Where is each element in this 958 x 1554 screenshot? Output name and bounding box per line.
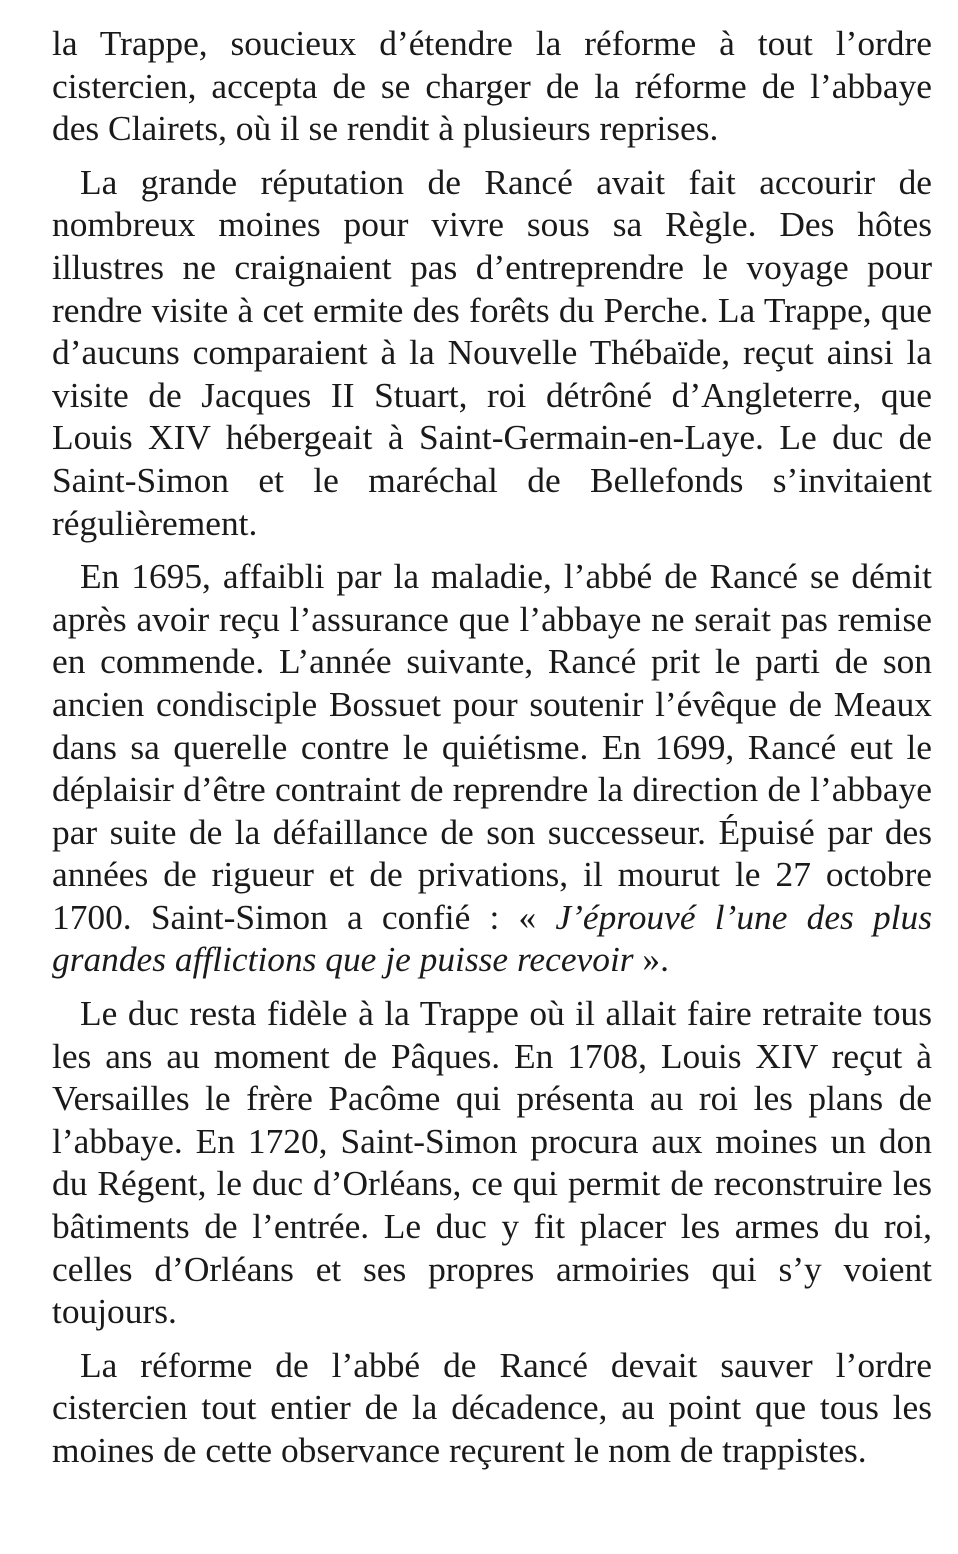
page-body: [52, 22, 932, 1472]
paragraph-1695: [52, 555, 932, 981]
paragraph-reputation: La grande réputation de Rancé avait fait accourir de nombreux moines pour vivre sous sa Règle. Des hôtes illustres ne craignaient pas d’entreprendre le voyage pour rendre visite à cet ermite des forêts du Perche. La Trappe, que d’aucuns comparaient à la Nouvelle Thébaïde, reçut ainsi la visite de Jacques II Stuart, roi détrôné d’Angleterre, que Louis XIV hébergeait à Saint-Germain-en-Laye. Le duc de Saint-Simon et le maréchal de Bellefonds s’invitaient régulièrement.: [52, 161, 932, 543]
paragraph-reforme: La réforme de l’abbé de Rancé devait sauver l’ordre cistercien tout entier de la décadence, au point que tous les moines de cette observance reçurent le nom de trappistes.: [52, 1344, 932, 1470]
paragraph-continuation: la Trappe, soucieux d’étendre la réforme à tout l’ordre cistercien, accepta de se charger de la réforme de l’abbaye des Clairets, où il se rendit à plusieurs reprises.: [52, 23, 932, 149]
paragraph-duc: Le duc resta fidèle à la Trappe où il allait faire retraite tous les ans au moment de Pâques. En 1708, Louis XIV reçut à Versailles le frère Pacôme qui présenta au roi les plans de l’abbaye. En 1720, Saint-Simon procura aux moines un don du Régent, le duc d’Orléans, ce qui permit de reconstruire les bâtiments de l’entrée. Le duc y fit placer les armes du roi, celles d’Orléans et ses propres armoiries qui s’y voient toujours.: [52, 993, 932, 1332]
paragraph-1695-text: En 1695, affaibli par la maladie, l’abbé de Rancé se démit après avoir reçu l’assurance que l’abbaye ne serait pas remise en commende. L’année suivante, Rancé prit le parti de son ancien condisciple Bossuet pour soutenir l’évêque de Meaux dans sa querelle contre le quiétisme. En 1699, Rancé eut le déplaisir d’être contraint de reprendre la direction de l’abbaye par suite de la défaillance de son successeur. Épuisé par des années de rigueur et de privations, il mourut le 27 octobre 1700. Saint-Simon a confié : «: [52, 556, 932, 937]
quote-close: ».: [633, 939, 669, 980]
saint-simon-quote: J’éprouvé l’une des plus grandes afflictions que je puisse recevoir: [52, 896, 932, 980]
